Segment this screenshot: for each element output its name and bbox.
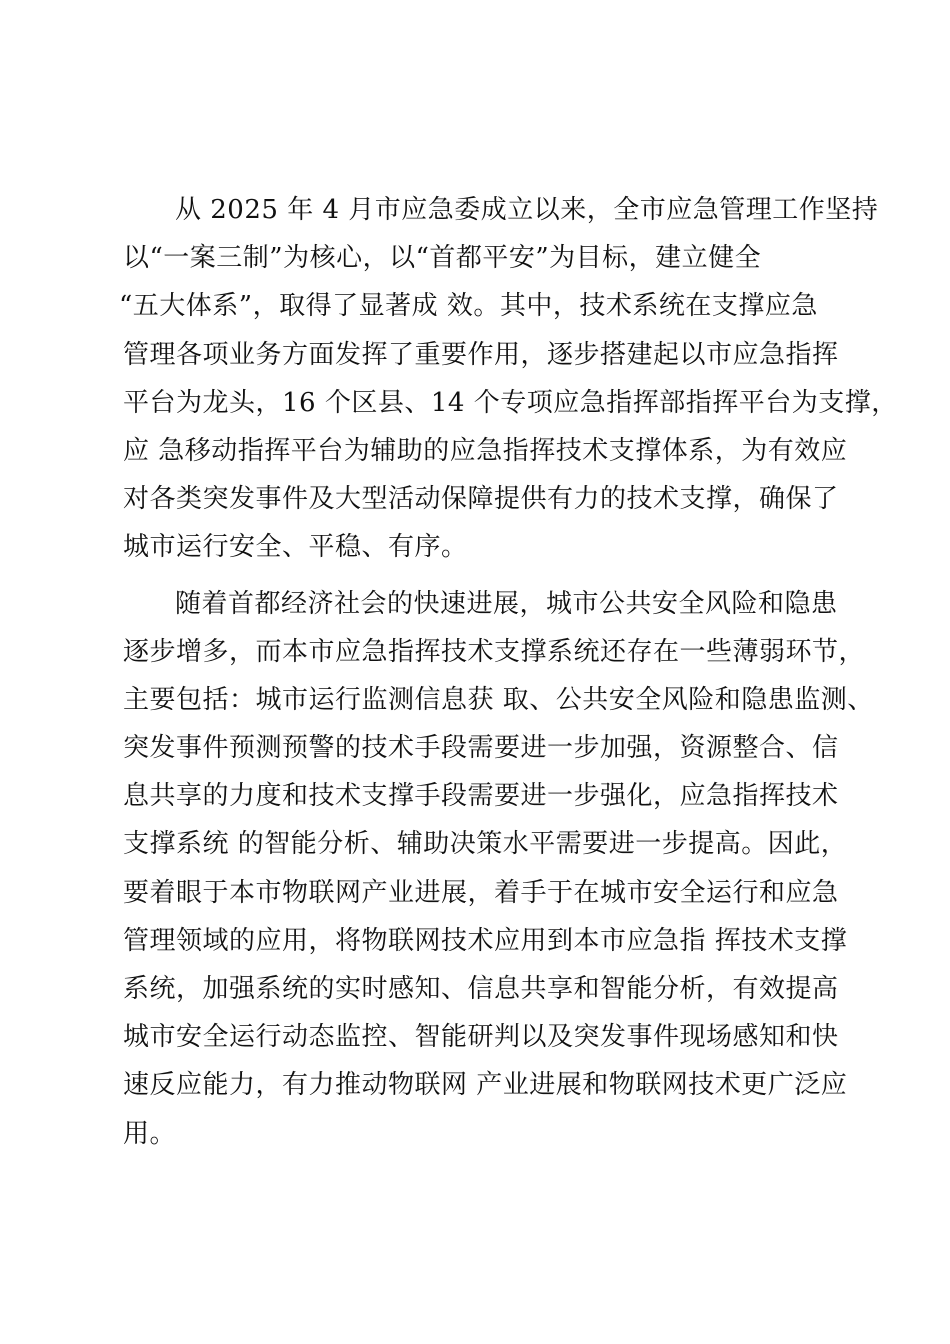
paragraph-1	[119, 186, 898, 572]
text-line: 管理各项业务方面发挥了重要作用，逐步搭建起以市应急指挥	[123, 339, 839, 370]
text-line: 逐步增多，而本市应急指挥技术支撑系统还存在一些薄弱环节，	[123, 636, 866, 667]
paragraph-2	[123, 580, 874, 1158]
text-line: 以“一案三制”为核心，以“首都平安”为目标，建立健全	[123, 243, 762, 274]
text-line: 管理领域的应用，将物联网技术应用到本市应急指 挥技术支撑	[123, 925, 848, 956]
text-line: 突发事件预测预警的技术手段需要进一步加强，资源整合、信	[123, 733, 839, 764]
text-line: “五大体系”，取得了显著成 效。其中，技术系统在支撑应急	[119, 291, 818, 322]
text-line: 系统，加强系统的实时感知、信息共享和智能分析，有效提高	[123, 974, 839, 1004]
text-line: 应 急移动指挥平台为辅助的应急指挥技术支撑体系，为有效应	[123, 435, 848, 466]
text-line: 平台为龙头，16 个区县、14 个专项应急指挥部指挥平台为支撑，	[123, 387, 898, 418]
text-line: 用。	[123, 1118, 177, 1149]
text-line: 主要包括：城市运行监测信息获 取、公共安全风险和隐患监测、	[123, 684, 874, 715]
paragraph-spacer	[123, 572, 843, 580]
text-line: 随着首都经济社会的快速进展，城市公共安全风险和隐患	[175, 588, 838, 619]
text-line: 速反应能力，有力推动物联网 产业进展和物联网技术更广泛应	[123, 1070, 848, 1101]
text-line: 要着眼于本市物联网产业进展，着手于在城市安全运行和应急	[123, 877, 839, 908]
text-line: 对各类突发事件及大型活动保障提供有力的技术支撑，确保了	[123, 484, 839, 515]
text-line: 城市运行安全、平稳、有序。	[123, 532, 468, 563]
text-line: 城市安全运行动态监控、智能研判以及突发事件现场感知和快	[123, 1022, 839, 1053]
text-line: 息共享的力度和技术支撑手段需要进一步强化，应急指挥技术	[123, 781, 839, 812]
text-line: 支撑系统 的智能分析、辅助决策水平需要进一步提高。因此，	[123, 829, 848, 860]
text-line: 从 2025 年 4 月市应急委成立以来，全市应急管理工作坚持	[175, 195, 879, 225]
body-text	[119, 186, 898, 1158]
